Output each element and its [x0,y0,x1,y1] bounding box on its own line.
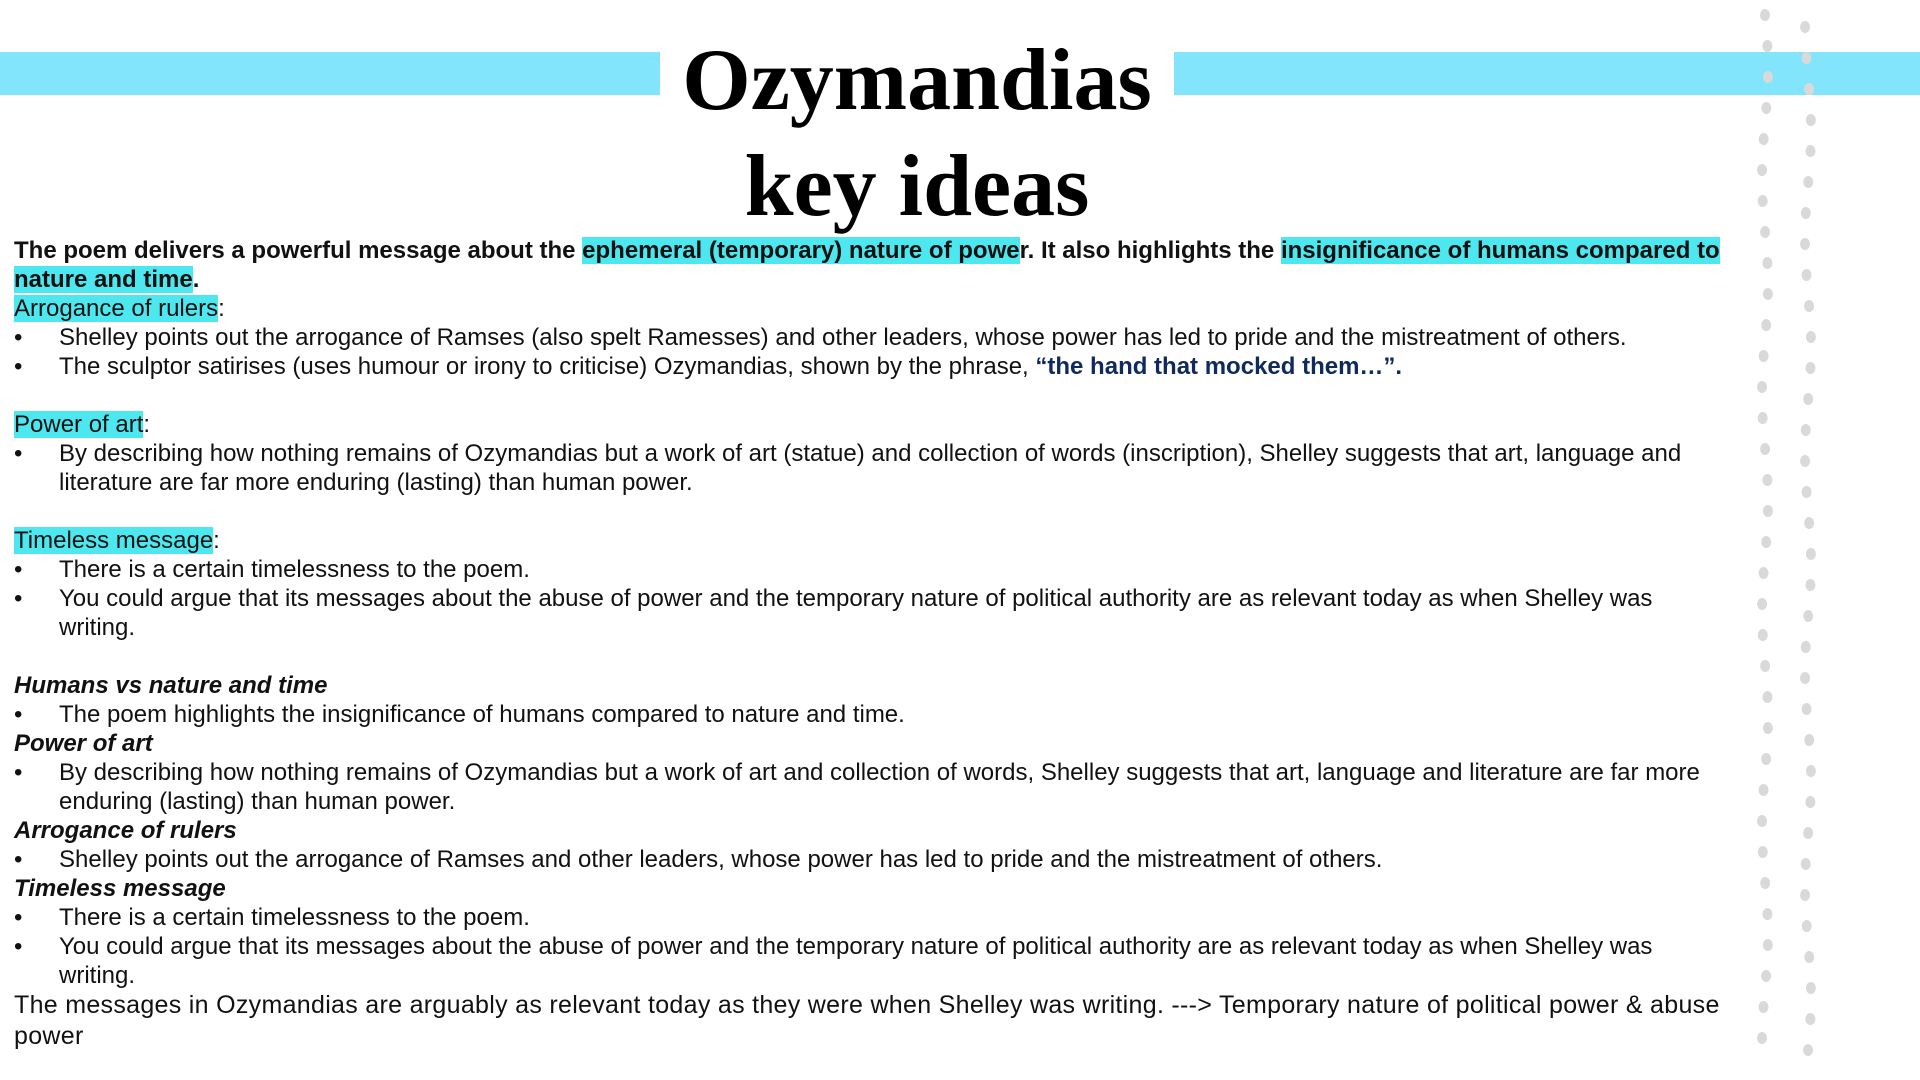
decorative-dot [1802,703,1812,715]
summary-heading-arrogance: Arrogance of rulers [14,817,237,844]
decorative-dot [1803,827,1813,839]
bullet-list-power-of-art [14,439,1734,497]
bullet-list-timeless [14,555,1734,642]
summary-list-humans [14,700,1734,729]
list-item: • There is a certain timelessness to the poem. [14,903,1734,932]
decorative-dot [1759,567,1769,579]
decorative-dot [1801,269,1811,281]
decorative-dot [1801,858,1811,870]
decorative-dot [1757,381,1767,393]
decorative-dot [1757,164,1767,176]
title-line-1: Ozymandias [682,32,1152,129]
decorative-dot [1806,548,1816,560]
intro-highlight-2: insignificance of humans compared to nature and time [14,237,1720,293]
decorative-dot [1758,412,1768,424]
summary-heading-humans: Humans vs nature and time [14,672,328,699]
decorative-dot [1804,517,1814,529]
decorative-dot [1803,1044,1813,1056]
decorative-dot [1760,9,1770,21]
decorative-dot [1763,288,1773,300]
decorative-dot [1762,691,1772,703]
list-item: • Shelley points out the arrogance of Ramses (also spelt Ramesses) and other leaders, whose power has led to pride and the mistreatment of others. [14,323,1734,352]
dot-border-decoration [1740,0,1840,1080]
decorative-dot [1800,238,1810,250]
decorative-dot [1758,846,1768,858]
decorative-dot [1801,52,1811,64]
decorative-dot [1806,765,1816,777]
section-heading-label: Arrogance of rulers [14,295,219,322]
decorative-dot [1758,195,1768,207]
decorative-dot [1803,393,1813,405]
intro-text-3: . [192,266,200,293]
summary-list-timeless [14,903,1734,990]
decorative-dot [1805,145,1815,157]
decorative-dot [1757,815,1767,827]
decorative-dot [1761,753,1771,765]
page-title [660,28,1174,240]
list-item: • The poem highlights the insignificance of humans compared to nature and time. [14,700,1734,729]
decorative-dot [1759,133,1769,145]
summary-list-arrogance [14,845,1734,874]
decorative-dot [1805,1013,1815,1025]
summary-list-power-of-art [14,758,1734,816]
decorative-dot [1801,424,1811,436]
decorative-dot [1802,920,1812,932]
decorative-dot [1806,114,1816,126]
decorative-dot [1760,443,1770,455]
list-item: • By describing how nothing remains of Ozymandias but a work of art (statue) and collection of words (inscription), Shelley suggests that art, language and literature are far more enduring (lasting) than human power. [14,439,1734,497]
list-item: • You could argue that its messages about the abuse of power and the temporary nature of political authority are as relevant today as when Shelley was writing. [14,932,1734,990]
intro-text-2: r. It also highlights the [1019,237,1281,264]
decorative-dot [1801,207,1811,219]
notes-body [14,236,1734,1052]
decorative-dot [1761,102,1771,114]
spacer [14,642,1734,671]
decorative-dot [1761,536,1771,548]
decorative-dot [1804,83,1814,95]
header-bar-left [0,52,660,95]
decorative-dot [1800,21,1810,33]
decorative-dot [1805,362,1815,374]
decorative-dot [1802,486,1812,498]
decorative-dot [1803,610,1813,622]
summary-heading-timeless: Timeless message [14,875,226,902]
decorative-dot [1801,641,1811,653]
intro-paragraph [14,236,1734,294]
spacer [14,497,1734,526]
bullet-text: The sculptor satirises (uses humour or irony to criticise) Ozymandias, shown by the phrase, [59,353,1036,380]
decorative-dot [1800,889,1810,901]
bullet-list-arrogance [14,323,1734,381]
decorative-dot [1763,71,1773,83]
decorative-dot [1800,455,1810,467]
intro-highlight-1: ephemeral (temporary) nature of powe [582,237,1020,264]
list-item: • There is a certain timelessness to the poem. [14,555,1734,584]
decorative-dot [1759,350,1769,362]
decorative-dot [1758,629,1768,641]
decorative-dot [1761,970,1771,982]
list-item: • By describing how nothing remains of Ozymandias but a work of art and collection of words, Shelley suggests that art, language and literature are far more enduring (lasting) than human power. [14,758,1734,816]
decorative-dot [1805,579,1815,591]
decorative-dot [1803,176,1813,188]
section-heading-power-of-art: Power of art: [14,411,151,438]
summary-heading-power-of-art: Power of art [14,730,153,757]
poem-quote: “the hand that mocked them…”. [1035,353,1403,380]
decorative-dot [1760,660,1770,672]
title-line-2: key ideas [744,138,1090,235]
decorative-dot [1804,951,1814,963]
decorative-dot [1757,1032,1767,1044]
section-heading-label: Power of art [14,411,144,438]
decorative-dot [1759,784,1769,796]
list-item [14,352,1734,381]
decorative-dot [1760,877,1770,889]
decorative-dot [1760,226,1770,238]
section-heading-arrogance: Arrogance of rulers: [14,295,225,322]
decorative-dot [1762,474,1772,486]
section-heading-timeless: Timeless message: [14,527,220,554]
decorative-dot [1762,257,1772,269]
decorative-dot [1758,1001,1768,1013]
decorative-dot [1806,982,1816,994]
decorative-dot [1804,300,1814,312]
list-item: • You could argue that its messages about the abuse of power and the temporary nature of political authority are as relevant today as when Shelley was writing. [14,584,1734,642]
decorative-dot [1763,722,1773,734]
decorative-dot [1762,40,1772,52]
closing-paragraph: The messages in Ozymandias are arguably as relevant today as they were when Shelley was writing. ---> Temporary nature of political power & abuse power [14,991,1720,1050]
list-item: • Shelley points out the arrogance of Ramses and other leaders, whose power has led to pride and the mistreatment of others. [14,845,1734,874]
decorative-dot [1757,598,1767,610]
decorative-dot [1800,672,1810,684]
intro-text-1: The poem delivers a powerful message about the [14,237,583,264]
spacer [14,381,1734,410]
decorative-dot [1805,796,1815,808]
decorative-dot [1806,331,1816,343]
decorative-dot [1761,319,1771,331]
section-heading-label: Timeless message [14,527,214,554]
decorative-dot [1763,939,1773,951]
decorative-dot [1762,908,1772,920]
decorative-dot [1804,734,1814,746]
decorative-dot [1763,505,1773,517]
